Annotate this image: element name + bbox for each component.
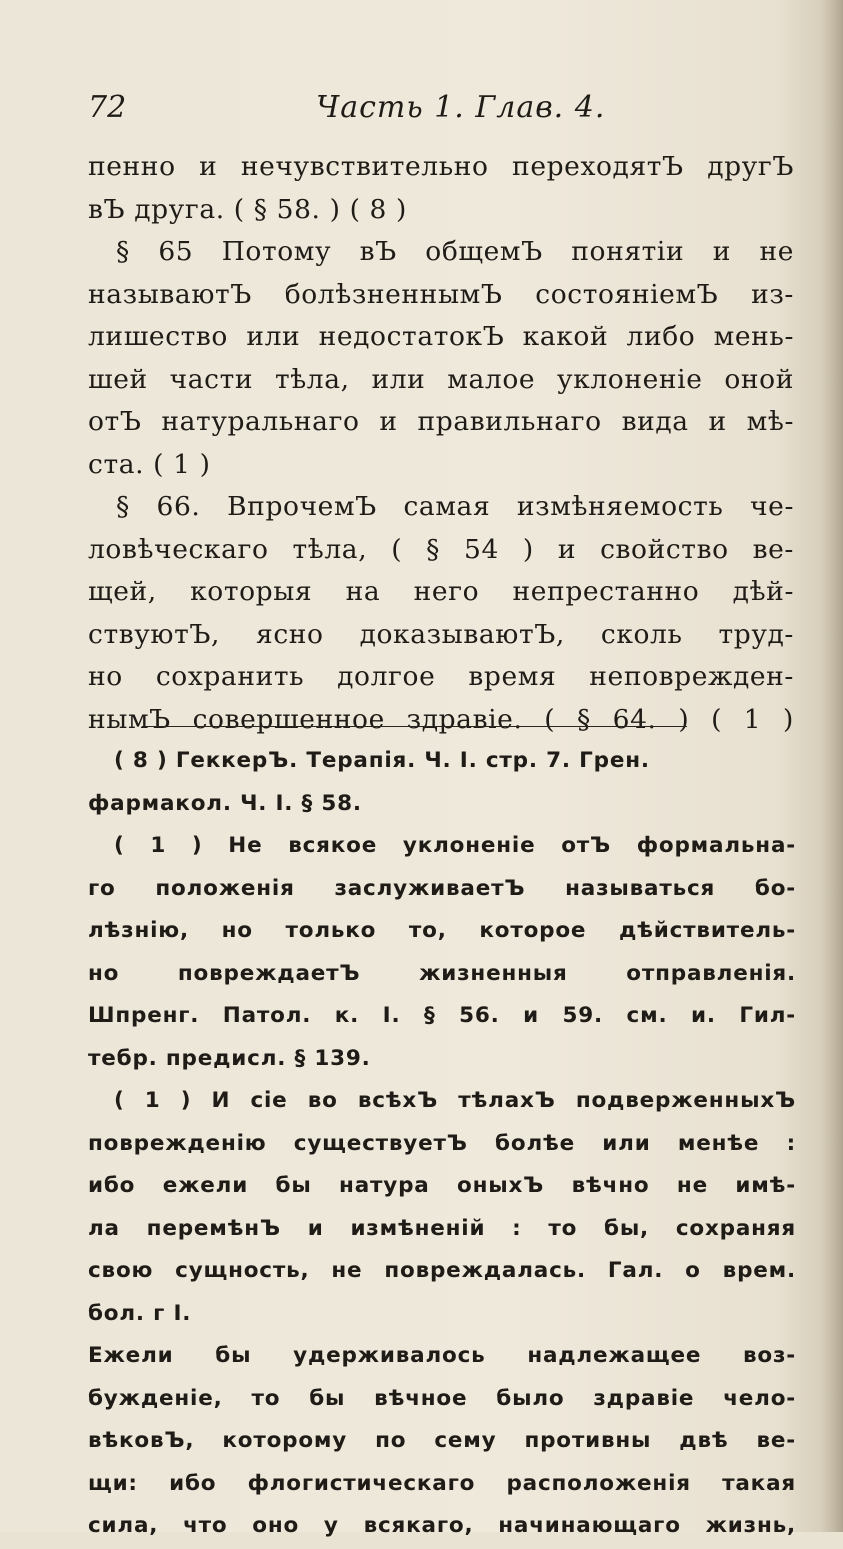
text-line: § 66. ВпрочемЪ самая измѣняемость че- [116,491,794,522]
text-line: вЪ друга. ( § 58. ) ( 8 ) [88,193,407,225]
text-line: но сохранить долгое время неповрежден- [88,661,794,692]
footnote-line: ла перемѣнЪ и измѣненій : то бы, сохраняя [88,1215,796,1241]
footnote-line: щи: ибо флогистическаго расположенія такая [88,1470,796,1496]
footnote-line: лѣзнію, но только то, которое дѣйствитель- [88,918,796,943]
footnote-line: ( 8 ) ГеккерЪ. Терапія. Ч. I. стр. 7. Грен. [114,748,650,773]
footnote-line: но повреждаетЪ жизненныя отправленія. [88,960,796,986]
footnote-line: Ежели бы удерживалось надлежащее воз- [88,1343,796,1368]
footnote-line: го положенія заслуживаетЪ называться бо- [88,875,796,901]
footnote-line: Шпренг. Патол. к. I. § 56. и 59. см. и. Гил- [88,1003,796,1028]
footnote-line: тебр. предисл. § 139. [88,1045,371,1071]
footnote-line: ( 1 ) Не всякое уклоненіе отЪ формальна- [114,833,796,858]
text-line: шей части тѣла, или малое уклоненіе оной [88,363,794,395]
text-line: ста. ( 1 ) [88,448,211,480]
footnote-line: сила, что оно у всякаго, начинающаго жизнь, [88,1513,796,1538]
text-line: нымЪ совершенное здравіе. ( § 64. ) ( 1 ) [88,703,794,735]
text-line: § 65 Потому вЪ общемЪ понятіи и не [116,236,794,267]
footnote-line: свою сущность, не повреждалась. Гал. о врем. [88,1258,796,1283]
page-header [88,90,728,130]
footnotes [88,741,796,1549]
footnote-line: вѣковЪ, которому по сему противны двѣ ве- [88,1428,796,1453]
text-line: ловѣческаго тѣла, ( § 54 ) и свойство ве- [88,533,794,565]
text-line: называютЪ болѣзненнымЪ состояніемЪ из- [88,278,794,310]
footnote-divider [142,726,687,727]
text-line: пенно и нечувствительно переходятЪ другЪ [88,151,794,182]
text-line: щей, которыя на него непрестанно дѣй- [88,576,794,607]
footnote-line: бужденіе, то бы вѣчное было здравіе чело- [88,1385,796,1411]
running-head: Часть 1. Глав. 4. [316,90,606,125]
footnote-line: ибо ежели бы натура оныхЪ вѣчно не имѣ- [88,1173,796,1198]
text-line: ствуютЪ, ясно доказываютЪ, сколь труд- [88,618,794,650]
footnote-line: поврежденію существуетЪ болѣе или менѣе : [88,1130,796,1156]
footnote-line: бол. г I. [88,1300,192,1326]
footnote-line: ( 1 ) И сіе во всѣхЪ тѣлахЪ подверженныхЪ [114,1088,796,1113]
main-text [88,146,794,741]
page-edge-shadow [821,0,843,1532]
page-number: 72 [88,90,127,125]
text-line: отЪ натуральнаго и правильнаго вида и мѣ- [88,406,794,437]
footnote-line: фармакол. Ч. I. § 58. [88,790,362,816]
text-line: лишество или недостатокЪ какой либо мень- [88,321,794,352]
